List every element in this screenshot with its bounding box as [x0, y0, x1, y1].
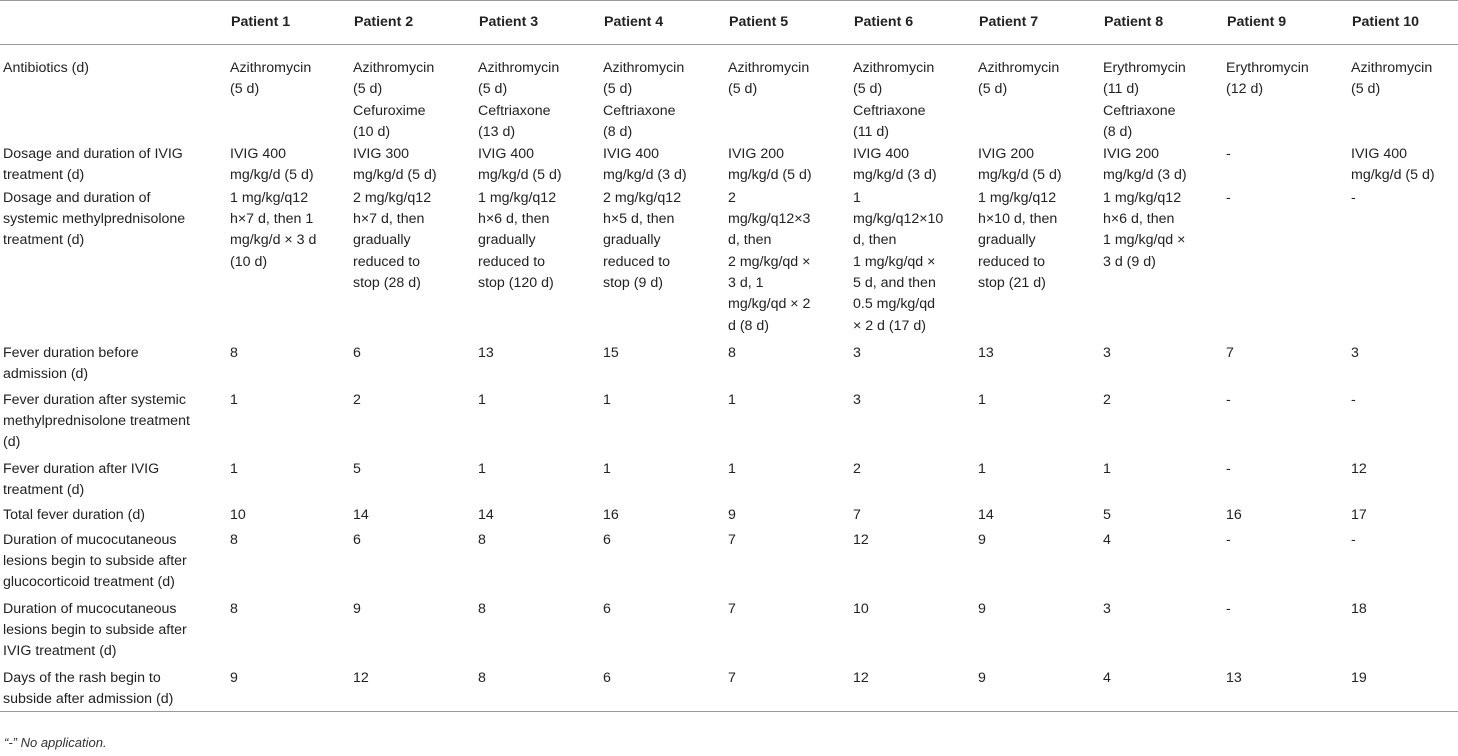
table-cell: -	[1351, 189, 1356, 206]
table-footnote: “-” No application.	[4, 735, 107, 750]
table-cell: 2	[1103, 391, 1111, 408]
table-cell: 1 mg/kg/q12×10 d, then 1 mg/kg/qd × 5 d, and then 0.5 mg/kg/qd × 2 d (17 d)	[853, 189, 944, 334]
table-cell: -	[1226, 189, 1231, 206]
table-cell: 1	[478, 391, 486, 408]
table-cell: 9	[353, 600, 361, 617]
table-cell: 5	[1103, 506, 1111, 523]
table-cell: 3	[1103, 344, 1111, 361]
table-row-rash-subside	[0, 666, 1458, 712]
table-cell: 1	[478, 460, 486, 477]
table-row-fever-after-methylprednisolone	[0, 387, 1458, 456]
table-cell: -	[1351, 391, 1356, 408]
table-cell: 13	[1223, 666, 1348, 712]
table-cell: 16	[1226, 506, 1242, 523]
table-cell: Azithromycin (5 d)	[1351, 60, 1433, 98]
table-cell: 1	[728, 391, 736, 408]
table-cell: 8	[230, 531, 238, 548]
table-cell: Erythromycin (11 d) Ceftriaxone (8 d)	[1103, 60, 1186, 140]
table-cell: -	[1226, 460, 1231, 477]
table-cell: 3	[853, 391, 861, 408]
header-cell-patient-4: Patient 4	[600, 1, 725, 45]
table-cell: 6	[603, 531, 611, 548]
table-cell: 7	[853, 506, 861, 523]
table-cell: IVIG 400 mg/kg/d (5 d)	[230, 146, 314, 184]
header-row	[0, 1, 1458, 45]
header-cell-patient-3: Patient 3	[475, 1, 600, 45]
table-cell: -	[1226, 391, 1231, 408]
table-cell: 9	[227, 666, 350, 712]
table-cell: 7	[728, 600, 736, 617]
table-cell: 6	[600, 666, 725, 712]
table-cell: 2 mg/kg/q12 h×7 d, then gradually reduced to stop (28 d)	[353, 189, 432, 291]
table-cell: 3	[1103, 600, 1111, 617]
table-cell: IVIG 200 mg/kg/d (5 d)	[978, 146, 1062, 184]
table-row-total-fever-duration	[0, 504, 1458, 528]
table-cell: 19	[1348, 666, 1458, 712]
table-cell: -	[1226, 146, 1231, 163]
table-cell: 14	[978, 506, 994, 523]
table-cell: Azithromycin (5 d) Cefuroxime (10 d)	[353, 60, 435, 140]
table-cell: 3	[1351, 344, 1359, 361]
table-row-mucocutaneous-after-glucocorticoid	[0, 528, 1458, 597]
header-cell-patient-9: Patient 9	[1223, 1, 1348, 45]
row-label: Dosage and duration of IVIG treatment (d)	[3, 146, 183, 184]
table-row-antibiotics	[0, 45, 1458, 144]
table-cell: 1	[230, 391, 238, 408]
table-cell: 1	[978, 391, 986, 408]
header-cell-patient-5: Patient 5	[725, 1, 850, 45]
table-cell: -	[1351, 531, 1356, 548]
row-label: Duration of mucocutaneous lesions begin to subside after glucocorticoid treatment (d)	[3, 531, 187, 591]
table-cell: 1	[978, 460, 986, 477]
table-row-mucocutaneous-after-ivig	[0, 597, 1458, 666]
table-cell: 10	[853, 600, 869, 617]
table-cell: 7	[1226, 344, 1234, 361]
table-cell: 4	[1103, 531, 1111, 548]
table-cell: 8	[230, 600, 238, 617]
table-cell: IVIG 400 mg/kg/d (3 d)	[853, 146, 937, 184]
row-label: Days of the rash begin to subside after admission (d)	[0, 666, 227, 712]
header-cell-patient-8: Patient 8	[1100, 1, 1223, 45]
table-cell: Azithromycin (5 d) Ceftriaxone (13 d)	[478, 60, 560, 140]
table-row-ivig-dosage	[0, 143, 1458, 187]
table-cell: 1	[603, 391, 611, 408]
header-cell-patient-10: Patient 10	[1348, 1, 1458, 45]
table-cell: 8	[478, 531, 486, 548]
table-row-fever-after-ivig	[0, 456, 1458, 504]
table-cell: 12	[853, 531, 869, 548]
header-cell-patient-1: Patient 1	[227, 1, 350, 45]
table-cell: 1 mg/kg/q12 h×7 d, then 1 mg/kg/d × 3 d (10 d)	[230, 189, 317, 270]
row-label: Fever duration after systemic methylprednisolone treatment (d)	[3, 391, 190, 451]
table-cell: 14	[353, 506, 369, 523]
table-cell: 1	[230, 460, 238, 477]
row-label: Fever duration after IVIG treatment (d)	[3, 460, 160, 499]
table-cell: Azithromycin (5 d) Ceftriaxone (11 d)	[853, 60, 935, 140]
table-cell: IVIG 400 mg/kg/d (5 d)	[478, 146, 562, 184]
table-cell: 8	[230, 344, 238, 361]
header-cell-patient-2: Patient 2	[350, 1, 475, 45]
table-cell: 9	[978, 600, 986, 617]
table-cell: Erythromycin (12 d)	[1226, 60, 1309, 98]
table-cell: 14	[478, 506, 494, 523]
table-cell: 12	[850, 666, 975, 712]
header-cell-patient-7: Patient 7	[975, 1, 1100, 45]
row-label: Antibiotics (d)	[3, 60, 89, 76]
table-cell: 2	[853, 460, 861, 477]
table-cell: 13	[978, 344, 994, 361]
table-cell: 1 mg/kg/q12 h×6 d, then gradually reduced to stop (120 d)	[478, 189, 557, 291]
table-cell: -	[1226, 531, 1231, 548]
table-cell: 5	[353, 460, 361, 477]
table-cell: 1 mg/kg/q12 h×10 d, then gradually reduced to stop (21 d)	[978, 189, 1058, 291]
table-cell: 13	[478, 344, 494, 361]
table-cell: 1	[603, 460, 611, 477]
table-row-methylprednisolone-dosage	[0, 187, 1458, 340]
table-cell: IVIG 300 mg/kg/d (5 d)	[353, 146, 437, 184]
table-cell: 9	[728, 506, 736, 523]
table-cell: 8	[475, 666, 600, 712]
table-cell: Azithromycin (5 d)	[978, 60, 1060, 98]
header-cell-corner	[0, 1, 227, 45]
table-cell: 4	[1100, 666, 1223, 712]
table-cell: IVIG 400 mg/kg/d (3 d)	[603, 146, 687, 184]
table-cell: 1	[728, 460, 736, 477]
header-cell-patient-6: Patient 6	[850, 1, 975, 45]
table-cell: 6	[353, 344, 361, 361]
table-cell: 15	[603, 344, 619, 361]
table-cell: Azithromycin (5 d) Ceftriaxone (8 d)	[603, 60, 685, 140]
table-cell: 12	[1351, 460, 1367, 477]
table-cell: 1 mg/kg/q12 h×6 d, then 1 mg/kg/qd × 3 d (9 d)	[1103, 189, 1186, 270]
table-cell: IVIG 200 mg/kg/d (5 d)	[728, 146, 812, 184]
table-cell: 17	[1351, 506, 1367, 523]
table-cell: 8	[728, 344, 736, 361]
table-cell: 6	[353, 531, 361, 548]
row-label: Total fever duration (d)	[3, 506, 145, 523]
table-cell: 8	[478, 600, 486, 617]
row-label: Dosage and duration of systemic methylprednisolone treatment (d)	[3, 189, 186, 249]
table-cell: 7	[728, 531, 736, 548]
row-label: Fever duration before admission (d)	[3, 344, 139, 383]
row-label: Duration of mucocutaneous lesions begin to subside after IVIG treatment (d)	[3, 600, 187, 660]
table-cell: 9	[975, 666, 1100, 712]
table-cell: 12	[350, 666, 475, 712]
table-cell: Azithromycin (5 d)	[728, 60, 810, 98]
table-cell: IVIG 200 mg/kg/d (3 d)	[1103, 146, 1187, 184]
table-cell: 3	[853, 344, 861, 361]
table-cell: 6	[603, 600, 611, 617]
table-cell: -	[1226, 600, 1231, 617]
table-cell: 16	[603, 506, 619, 523]
table-cell: 2	[353, 391, 361, 408]
table-cell: IVIG 400 mg/kg/d (5 d)	[1351, 146, 1435, 184]
table-cell: Azithromycin (5 d)	[230, 60, 312, 98]
table-cell: 2 mg/kg/q12×3 d, then 2 mg/kg/qd × 3 d, 1 mg/kg/qd × 2 d (8 d)	[728, 189, 811, 334]
table-cell: 10	[230, 506, 246, 523]
table-cell: 2 mg/kg/q12 h×5 d, then gradually reduced to stop (9 d)	[603, 189, 682, 291]
table-cell: 1	[1103, 460, 1111, 477]
table-row-fever-before-admission	[0, 340, 1458, 387]
table-cell: 7	[725, 666, 850, 712]
table-cell: 18	[1351, 600, 1367, 617]
table-cell: 9	[978, 531, 986, 548]
